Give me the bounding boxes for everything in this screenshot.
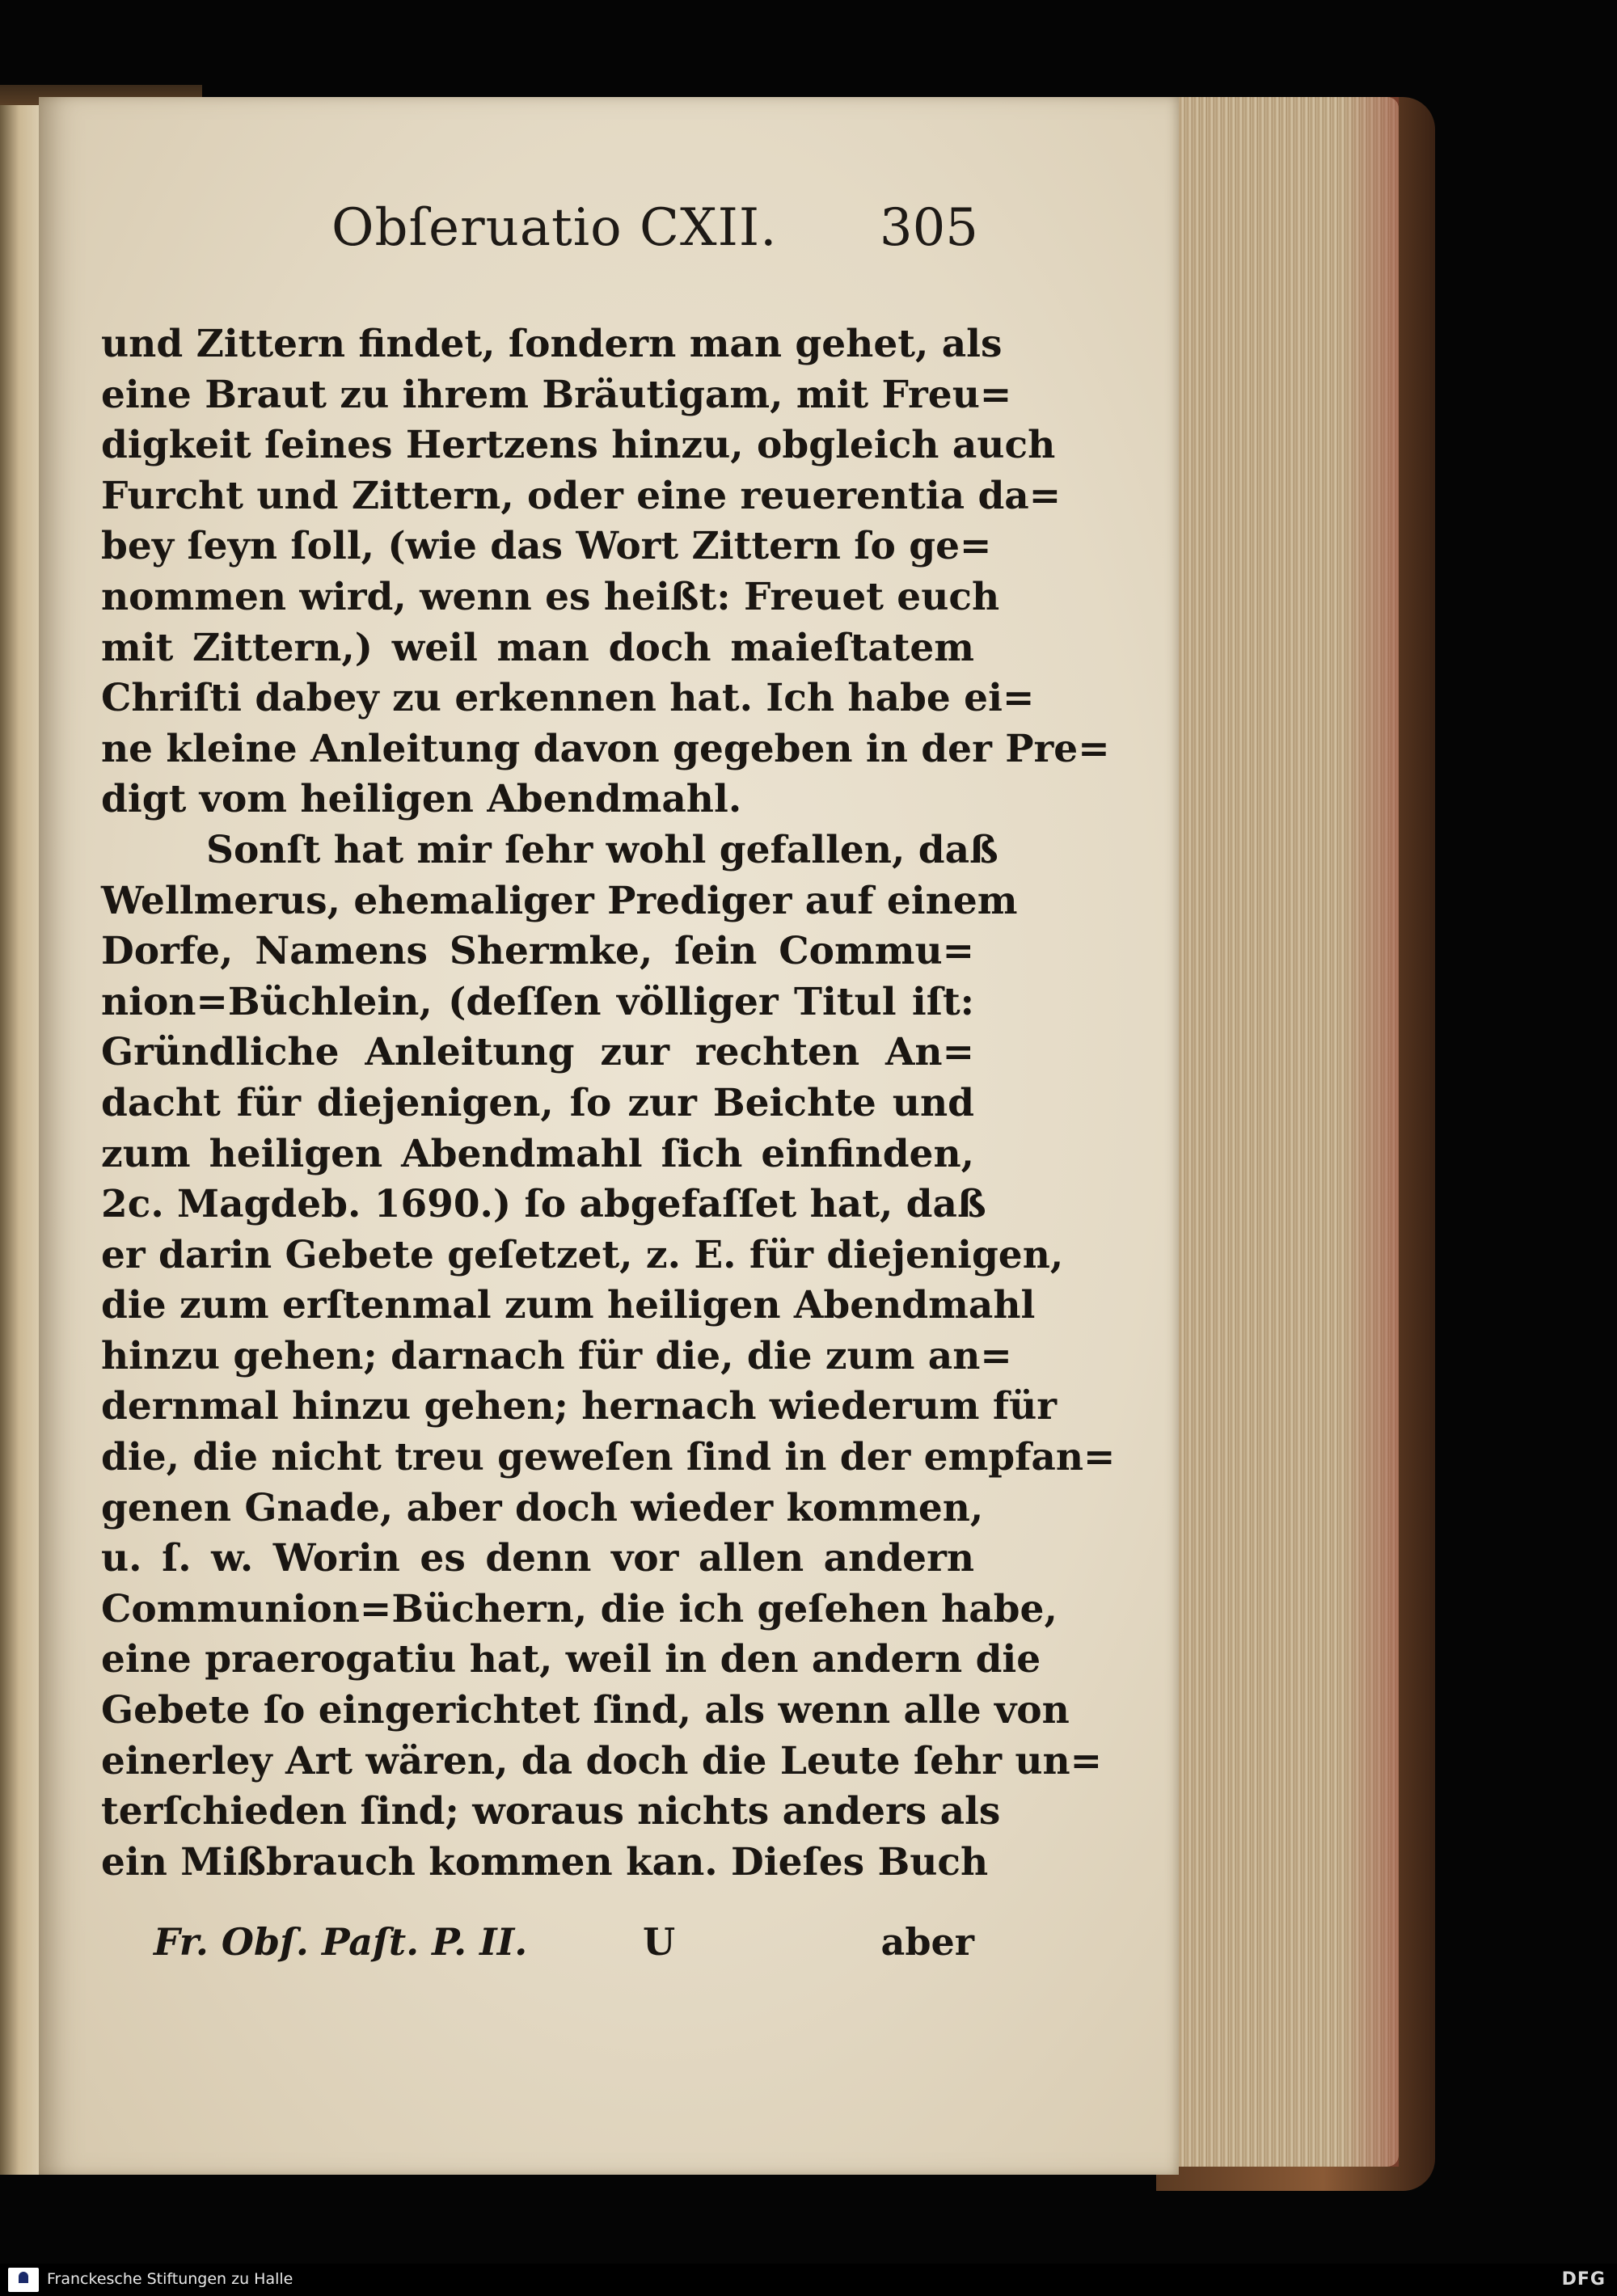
text-line: ein Mißbrauch kommen kan. Dieſes Buch [101, 1839, 989, 1884]
text-line: einerley Art wären, da doch die Leute ſehr un= [101, 1738, 1103, 1783]
text-line: die, die nicht treu geweſen ſind in der empfan= [101, 1435, 1116, 1480]
text-line: Furcht und Zittern, oder eine reuerentia da= [101, 473, 1062, 518]
page-body-text [101, 319, 1116, 1888]
text-line: und Zittern findet, ſondern man gehet, als [101, 322, 1003, 366]
text-line: Sonſt hat mir ſehr wohl gefallen, daß [206, 827, 998, 872]
text-line: Chriſti dabey zu erkennen hat. Ich habe ei= [101, 676, 1035, 721]
text-line: genen Gnade, aber doch wieder kommen, [101, 1485, 984, 1530]
attribution-bar [0, 2264, 1617, 2296]
signature-title: Fr. Obſ. Paſt. P. II. [154, 1920, 528, 1964]
text-line: die zum erſtenmal zum heiligen Abendmahl [101, 1283, 1036, 1328]
text-line: hinzu gehen; darnach für die, die zum an= [101, 1333, 1012, 1378]
dfg-logo: DFG [1561, 2269, 1606, 2290]
text-line: dernmal hinzu gehen; hernach wiederum für [101, 1384, 1058, 1429]
text-line: bey ſeyn ſoll, (wie das Wort Zittern ſo ge= [101, 524, 992, 569]
text-line: ne kleine Anleitung davon gegeben in der Pre= [101, 726, 1110, 771]
text-line: digt vom heiligen Abendmahl. [101, 777, 742, 822]
text-line: terſchieden ſind; woraus nichts anders als [101, 1789, 1001, 1834]
catchword: aber [880, 1920, 974, 1964]
text-line: eine Braut zu ihrem Bräutigam, mit Freu= [101, 372, 1012, 417]
text-line: Gründliche Anleitung zur rechten An= [101, 1030, 974, 1075]
text-line: Dorfe, Namens Shermke, ſein Commu= [101, 929, 974, 974]
running-head-title: Obſeruatio CXII. [331, 198, 778, 258]
page-block-edges [1156, 97, 1399, 2167]
page-footer [154, 1920, 974, 1977]
text-line: nion=Büchlein, (deſſen völliger Titul iſt: [101, 979, 974, 1024]
text-line: digkeit ſeines Hertzens hinzu, obgleich auch [101, 423, 1056, 468]
text-line: eine praerogatiu hat, weil in den andern die [101, 1637, 1041, 1682]
text-line: Wellmerus, ehemaliger Prediger auf einem [101, 878, 1018, 923]
text-line: er darin Gebete geſetzet, z. E. für diejenigen, [101, 1232, 1064, 1277]
text-line: Communion=Büchern, die ich geſehen habe, [101, 1586, 1058, 1631]
text-line: Gebete ſo eingerichtet ſind, als wenn alle von [101, 1688, 1070, 1733]
text-line: mit Zittern,) weil man doch maieſtatem [101, 625, 974, 670]
text-line: u. ſ. w. Worin es denn vor allen andern [101, 1536, 974, 1581]
signature-mark: U [643, 1920, 676, 1964]
institution-label: Franckesche Stiftungen zu Halle [47, 2270, 293, 2288]
page-number: 305 [879, 198, 978, 258]
text-line: nommen wird, wenn es heißt: Freuet euch [101, 574, 1000, 619]
text-line: 2c. Magdeb. 1690.) ſo abgefaſſet hat, daß [101, 1182, 986, 1227]
text-line: dacht für diejenigen, ſo zur Beichte und [101, 1080, 974, 1125]
institution-logo-icon [8, 2268, 39, 2292]
running-head [331, 198, 978, 271]
text-line: zum heiligen Abendmahl ſich einfinden, [101, 1131, 974, 1176]
